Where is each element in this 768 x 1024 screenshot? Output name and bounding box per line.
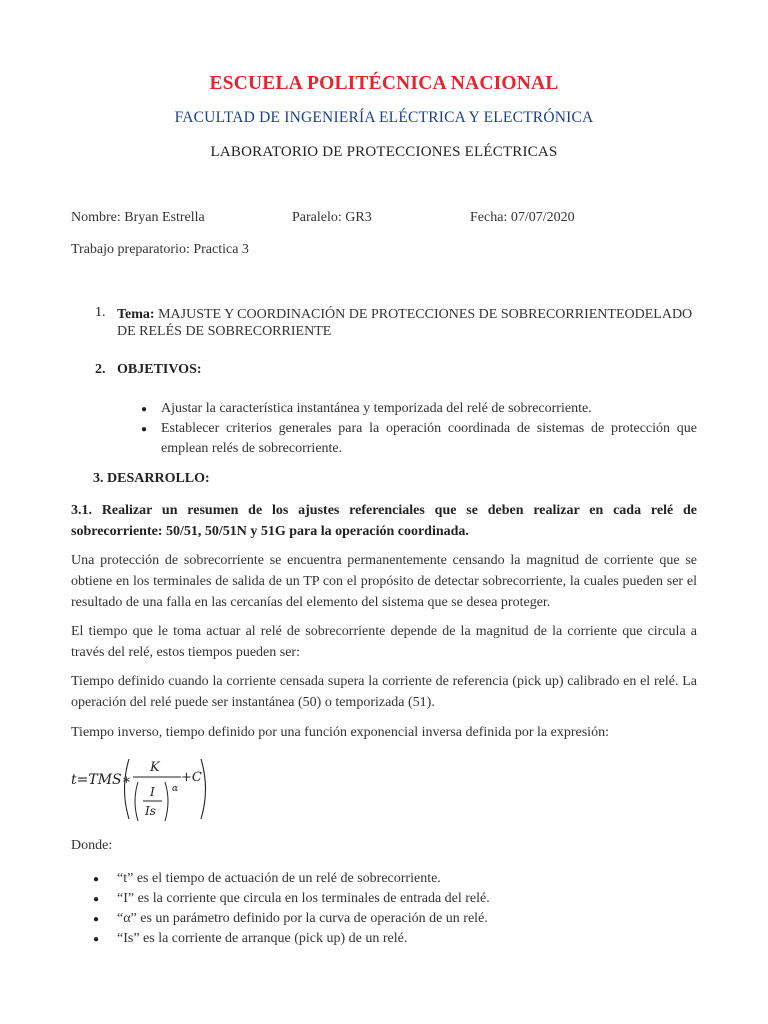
topic-text-line-2: DE RELÉS DE SOBRECORRIENTE [117, 324, 332, 339]
formula-lhs: t=TMS∗ [71, 772, 132, 788]
section-2-number: 2. [95, 362, 106, 377]
formula-is: Is [145, 804, 156, 818]
bullet-dot-icon: ● [141, 404, 148, 415]
formula-plus-c: +C [181, 770, 202, 785]
section-1-topic [117, 304, 697, 325]
topic-label: Tema: [117, 307, 155, 322]
lab-title: LABORATORIO DE PROTECCIONES ELÉCTRICAS [210, 144, 558, 160]
bullet-dot-icon: ● [93, 894, 100, 905]
paragraph-1: Una protección de sobrecorriente se encuentra permanentemente censando la magnitud de corriente que se obtiene en los terminales de salida de un TP con el propósito de detectar sobrecorriente, la cuales pueden ser el resultado de una falla en las cercanías del elemento del sistema que se desea proteger. [71, 553, 697, 610]
paragraph-3: Tiempo definido cuando la corriente censada supera la corriente de referencia (pick up) calibrado en el relé. La operación del relé puede ser instantánea (50) o temporizada (51). [71, 674, 697, 710]
section-1-number: 1. [95, 305, 106, 320]
inverse-time-formula [71, 751, 211, 827]
topic-text: MAJUSTE Y COORDINACIÓN DE PROTECCIONES DE SOBRECORRIENTEODELADO [158, 307, 693, 322]
development-subtitle: 3.1. Realizar un resumen de los ajustes referenciales que se deben realizar en cada relé de sobrecorriente: 50/51, 50/51N y 51G para la operación coordinada. [71, 503, 697, 539]
development-heading: 3. DESARROLLO: [93, 471, 210, 486]
school-title: ESCUELA POLITÉCNICA NACIONAL [209, 73, 559, 94]
work-title: Trabajo preparatorio: Practica 3 [71, 242, 249, 257]
student-name: Nombre: Bryan Estrella [71, 210, 205, 225]
objectives-heading: OBJETIVOS: [117, 362, 202, 377]
objective-item: Establecer criterios generales para la operación coordinada de sistemas de protección que emplean relés de sobrecorriente. [161, 421, 697, 456]
bullet-dot-icon: ● [93, 934, 100, 945]
definition-item: “Is” es la corriente de arranque (pick up) de un relé. [117, 931, 408, 946]
faculty-title: FACULTAD DE INGENIERÍA ELÉCTRICA Y ELECTRÓNICA [174, 109, 594, 126]
definition-item: “I” es la corriente que circula en los terminales de entrada del relé. [117, 891, 490, 906]
bullet-dot-icon: ● [93, 874, 100, 885]
bullet-dot-icon: ● [93, 914, 100, 925]
bullet-dot-icon: ● [141, 424, 148, 435]
objective-item: Ajustar la característica instantánea y temporizada del relé de sobrecorriente. [161, 401, 592, 416]
paragraph-2: El tiempo que le toma actuar al relé de sobrecorriente depende de la magnitud de la corriente que circula a través del relé, estos tiempos pueden ser: [71, 624, 697, 660]
date-field: Fecha: 07/07/2020 [470, 210, 575, 225]
definition-item: “t” es el tiempo de actuación de un relé de sobrecorriente. [117, 871, 441, 886]
paragraph-4: Tiempo inverso, tiempo definido por una función exponencial inversa definida por la expresión: [71, 725, 609, 740]
formula-alpha: α [172, 784, 179, 794]
definition-item: “α” es un parámetro definido por la curva de operación de un relé. [117, 911, 488, 926]
formula-k: K [150, 760, 160, 775]
parallel-field: Paralelo: GR3 [292, 210, 372, 225]
formula-i: I [150, 785, 155, 799]
donde-label: Donde: [71, 838, 113, 853]
